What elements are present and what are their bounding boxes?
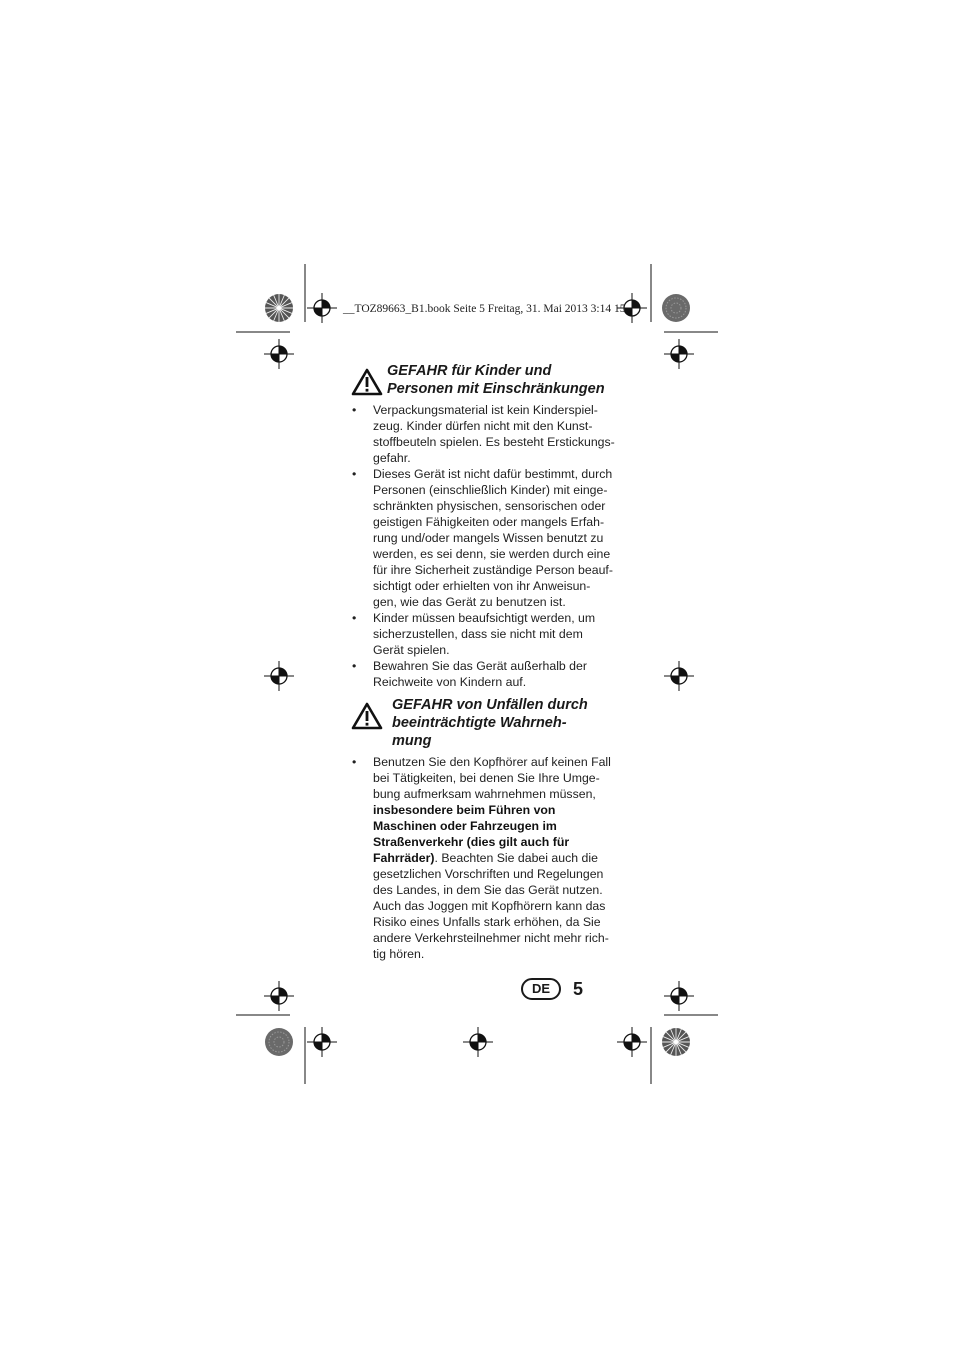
page-number: 5 [573, 978, 584, 999]
list-item: • Benutzen Sie den Kopfhörer auf keinen Fall bei Tätigkeiten, bei denen Sie Ihre Umge- bung aufmerksam wahrnehmen müssen, insbesondere beim Führen von Maschinen oder Fahrzeugen im Straßenverkehr (dies gilt auch für Fahrräder). Beachten Sie dabei auch die gesetzlichen Vorschriften und Regelungen des Landes, in dem Sie das Gerät nutzen. Auch das Joggen mit Kopfhörern kann das Risiko eines Unfalls stark erhöhen, da Sie andere Verkehrsteilnehmer nicht mehr rich- tig hören. [349, 754, 617, 962]
warning-title-line: Personen mit Einschränkungen [387, 381, 605, 397]
star-target-bottom-right [662, 1028, 690, 1056]
warning-title-line: GEFAHR für Kinder und [387, 363, 552, 379]
dot-target-top-right [662, 294, 690, 322]
warning-title-line: GEFAHR von Unfällen durch [392, 697, 588, 713]
page-footer [521, 976, 583, 1002]
warning-heading-children [349, 362, 617, 398]
language-badge: DE [521, 978, 561, 1000]
list-item: • Dieses Gerät ist nicht dafür bestimmt, durch Personen (einschließlich Kinder) mit einge- schränkten physischen, sensorischen oder geistigen Fähigkeiten oder mangels Erfah- rung und/oder mangels Wissen benutzt zu werden, es sei denn, sie werden durch eine für ihre Sicherheit zuständige Person beauf- sichtigt oder erhielten von ihr Anweisun- gen, wie das Gerät zu benutzen ist. [349, 466, 617, 610]
list-item: • Verpackungsmaterial ist kein Kinderspiel- zeug. Kinder dürfen nicht mit den Kunst- stoffbeuteln spielen. Es besteht Erstickungs- gefahr. [349, 402, 617, 466]
bold-emphasis: Fahrräder) [373, 851, 435, 865]
bold-emphasis: Maschinen oder Fahrzeugen im [373, 819, 557, 833]
warning-triangle-icon [351, 702, 383, 730]
bold-emphasis: Straßenverkehr (dies gilt auch für [373, 835, 570, 849]
main-content [349, 362, 617, 968]
warning-heading-accidents [349, 696, 617, 750]
dot-target-bottom-left [265, 1028, 293, 1056]
star-target-top-left [265, 294, 293, 322]
list-item: • Bewahren Sie das Gerät außerhalb der Reichweite von Kindern auf. [349, 658, 617, 690]
list-item: • Kinder müssen beaufsichtigt werden, um sicherzustellen, dass sie nicht mit dem Gerät spielen. [349, 610, 617, 658]
warning-title-line: beeinträchtigte Wahrneh- [392, 715, 567, 731]
warning-title-line: mung [392, 733, 432, 749]
accident-warning-list [349, 754, 617, 962]
warning-triangle-icon [351, 368, 383, 396]
bold-emphasis: insbesondere beim Führen von [373, 803, 556, 817]
print-file-info: __TOZ89663_B1.book Seite 5 Freitag, 31. Mai 2013 3:14 15 [343, 303, 626, 315]
children-warning-list [349, 402, 617, 690]
